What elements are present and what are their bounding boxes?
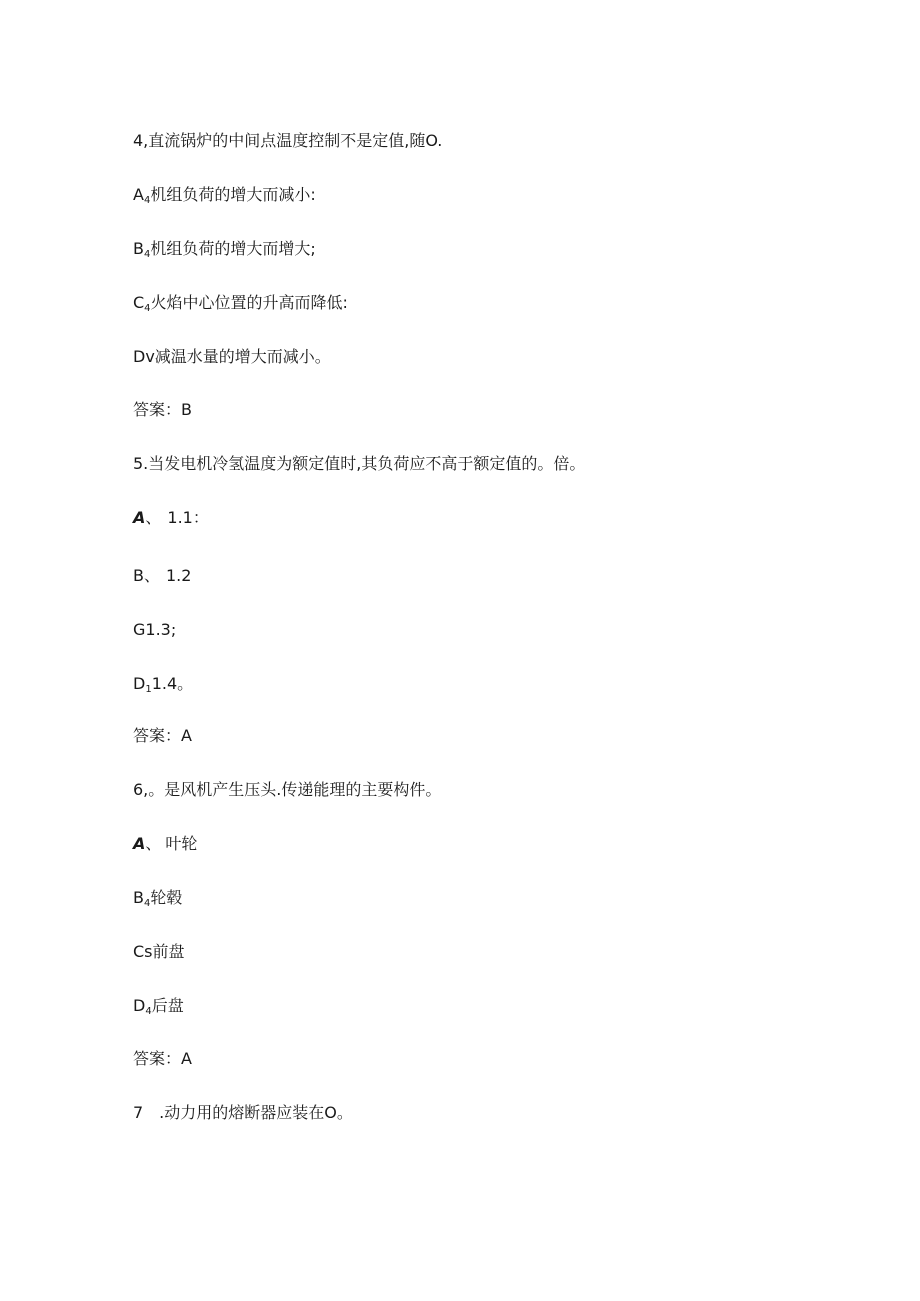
question-6-answer: 答案：A (133, 1049, 192, 1068)
question-5-option-c (133, 619, 176, 641)
option-text: 轮毂 (150, 888, 183, 907)
question-4-option-a (133, 184, 316, 212)
option-mark: 4 (143, 898, 151, 909)
question-5-option-b (133, 565, 191, 587)
option-text: 1.4。 (151, 674, 194, 693)
option-mark: 4 (143, 249, 151, 260)
option-letter: A (133, 185, 144, 204)
option-letter: B (133, 888, 144, 907)
question-5-option-a (133, 507, 209, 529)
option-text: 1.2 (166, 566, 192, 585)
option-mark: 4 (143, 195, 151, 206)
option-text: 1.1： (167, 508, 209, 527)
question-4-stem: 4,直流锅炉的中间点温度控制不是定值,随O. (133, 131, 443, 150)
option-mark: s (144, 942, 153, 961)
option-text: 后盘 (151, 996, 184, 1015)
option-mark: 、 (143, 566, 160, 585)
option-text: 火焰中心位置的升高而降低: (150, 293, 348, 312)
option-text: 前盘 (152, 942, 185, 961)
option-letter: B (133, 566, 144, 585)
question-4-option-b (133, 238, 316, 266)
option-mark: 、 (145, 508, 162, 527)
question-4-option-c (133, 292, 348, 320)
option-mark: 1 (145, 684, 152, 695)
option-letter: D (133, 996, 146, 1015)
option-mark: v (145, 347, 155, 366)
option-text: 1.3; (145, 620, 177, 639)
option-letter: D (133, 674, 146, 693)
option-letter: G (133, 620, 146, 639)
option-mark: 、 (145, 834, 162, 853)
option-mark: 4 (144, 303, 151, 314)
question-6-option-a (133, 833, 197, 855)
question-4-option-d (133, 346, 331, 368)
option-text: 减温水量的增大而减小。 (154, 347, 331, 366)
question-4-answer: 答案：B (133, 400, 192, 419)
question-5-answer: 答案：A (133, 726, 192, 745)
question-5-option-d (133, 673, 193, 701)
question-6-option-b (133, 887, 182, 915)
option-letter: D (133, 347, 146, 366)
option-letter: A (133, 508, 146, 527)
question-6-option-c (133, 941, 185, 963)
option-letter: C (133, 293, 145, 312)
option-letter: B (133, 239, 144, 258)
question-7-stem: 7 .动力用的熔断器应装在O。 (133, 1103, 353, 1122)
option-text: 叶轮 (165, 834, 198, 853)
option-mark: 4 (145, 1006, 152, 1017)
option-letter: A (133, 834, 146, 853)
option-text: 机组负荷的增大而减小: (150, 185, 316, 204)
question-6-option-d (133, 995, 184, 1023)
question-6-stem: 6,。是风机产生压头.传递能理的主要构件。 (133, 780, 442, 799)
option-text: 机组负荷的增大而增大; (150, 239, 316, 258)
option-letter: C (133, 942, 145, 961)
question-5-stem: 5.当发电机冷氢温度为额定值时,其负荷应不高于额定值的。倍。 (133, 454, 586, 473)
